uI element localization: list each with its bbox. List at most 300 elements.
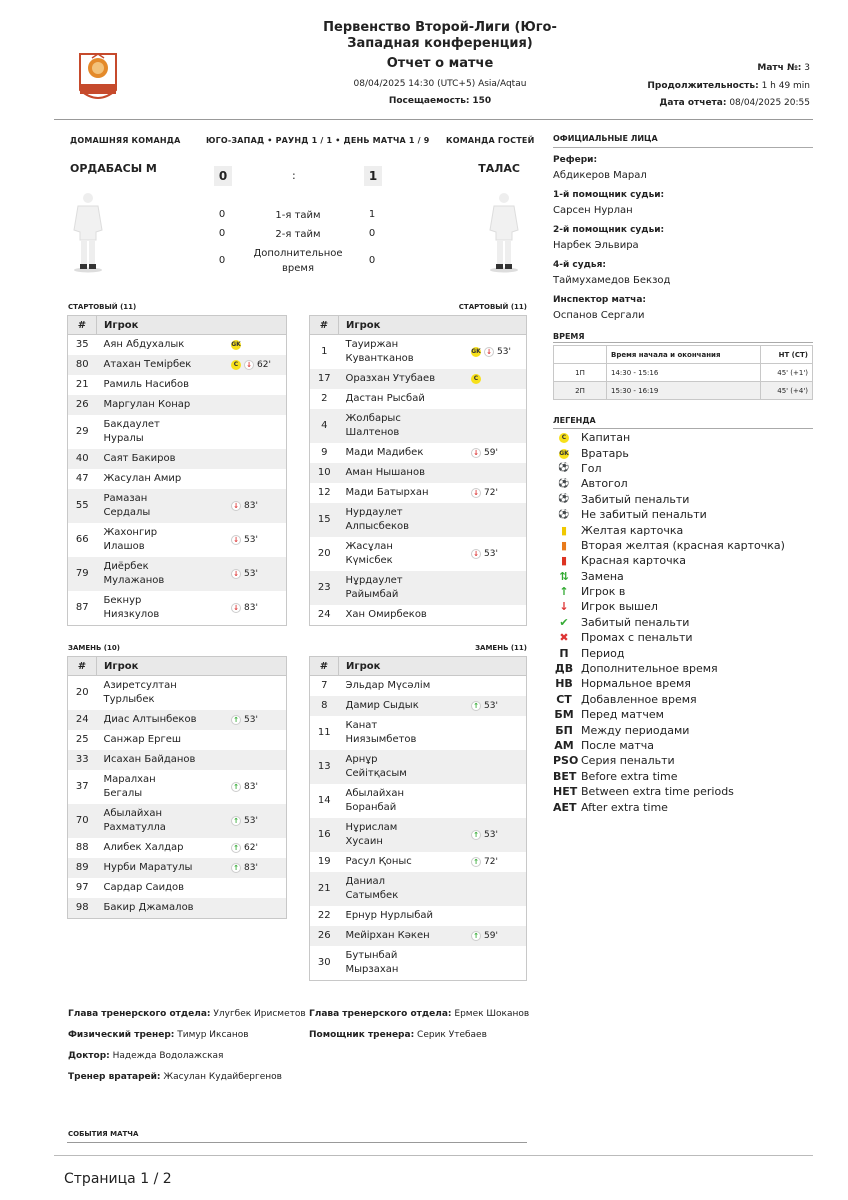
legend-symbol: ✖	[559, 631, 569, 645]
player-events	[228, 676, 287, 711]
legend-item	[553, 722, 813, 737]
player-events	[228, 355, 287, 375]
player-number: 9	[321, 447, 328, 458]
player-name: Дастан Рысбай	[345, 393, 425, 404]
legend-text: Замена	[581, 569, 624, 583]
player-out-icon: ↓	[471, 549, 481, 559]
staff-name: Надежда Водолажская	[109, 1051, 224, 1061]
event-minute: 53'	[244, 815, 258, 826]
legend-item	[553, 584, 813, 599]
event-minute: 53'	[244, 714, 258, 725]
table-row	[68, 415, 287, 449]
table-row	[68, 395, 287, 415]
league-logo	[76, 50, 120, 106]
time-col-ht: HT (СТ)	[761, 346, 813, 364]
legend-text: Забитый пенальти	[581, 615, 690, 629]
table-row	[68, 858, 287, 878]
legend-text: Before extra time	[581, 769, 678, 783]
player-number: 15	[310, 503, 339, 537]
player-in-icon: ↑	[231, 715, 241, 725]
player-name: Хан Омирбеков	[345, 609, 427, 620]
legend-text: Капитан	[581, 431, 631, 445]
player-name: Санжар Ергеш	[103, 734, 182, 745]
player-in-icon: ↑	[471, 830, 481, 840]
player-name: Нурби Маратулы	[97, 858, 229, 878]
home-subs-table	[67, 656, 287, 919]
player-number: 47	[75, 473, 89, 484]
match-duration: Продолжительность: 1 h 49 min	[647, 81, 810, 91]
staff-entry	[309, 1030, 529, 1051]
player-events	[228, 750, 287, 770]
table-header-row	[68, 316, 287, 335]
event-minute: 83'	[244, 602, 258, 613]
table-row	[310, 872, 527, 906]
home-start-label: СТАРТОВЫЙ (11)	[68, 303, 137, 311]
away-subs-table	[309, 656, 527, 981]
player-number: 26	[68, 395, 97, 415]
legend-item	[553, 430, 813, 445]
staff-role: Тренер вратарей:	[68, 1072, 161, 1082]
away-kit-icon	[486, 190, 522, 278]
officials-divider	[553, 147, 813, 148]
player-name: Саят Бакиров	[97, 449, 229, 469]
time-range: 15:30 - 16:19	[607, 382, 761, 400]
staff-entry	[68, 1051, 306, 1072]
player-number: 26	[310, 926, 339, 946]
player-number: 21	[75, 379, 89, 390]
footer-divider	[54, 1155, 813, 1156]
staff-name: Тимур Иксанов	[174, 1030, 249, 1040]
table-row	[68, 898, 287, 919]
player-name: Жахонгир Илашов	[103, 527, 158, 552]
official-name: Таймухамедов Бекзод	[553, 275, 671, 286]
player-number: 40	[68, 449, 97, 469]
player-number: 16	[310, 818, 339, 852]
player-number: 20	[317, 548, 331, 559]
player-name: Маргулан Конар	[97, 395, 229, 415]
player-name: Мади Мадибек	[345, 447, 424, 458]
away-staff	[309, 1009, 529, 1051]
table-row	[68, 355, 287, 375]
legend-item	[553, 769, 813, 784]
player-events	[468, 503, 527, 537]
table-row	[310, 389, 527, 409]
legend-item	[553, 676, 813, 691]
player-name: Жасулан Амир	[103, 473, 182, 484]
player-in-icon: ↑	[471, 931, 481, 941]
staff-name: Серик Утебаев	[414, 1030, 487, 1040]
legend-text: Забитый пенальти	[581, 492, 690, 506]
player-name: Нұрислам Хусаин	[339, 818, 469, 852]
player-name: Бекнур Ниязкулов	[103, 595, 160, 620]
player-in-icon: ↑	[231, 843, 241, 853]
player-name: Жасұлан Күмісбек	[345, 541, 393, 566]
captain-icon: C	[559, 433, 569, 443]
legend-divider	[553, 428, 813, 429]
legend-item	[553, 692, 813, 707]
table-row	[310, 716, 527, 750]
player-events	[468, 605, 527, 626]
player-name: Мади Батырхан	[345, 487, 429, 498]
events-label: СОБЫТИЯ МАТЧА	[68, 1130, 139, 1138]
table-row	[310, 443, 527, 463]
player-number: 66	[75, 534, 89, 545]
staff-entry	[68, 1009, 306, 1030]
home-kit-icon	[70, 190, 106, 278]
legend-text: После матча	[581, 739, 655, 752]
table-row	[310, 409, 527, 443]
player-out-icon: ↓	[471, 488, 481, 498]
goalkeeper-icon: GK	[231, 340, 241, 348]
report-title: Первенство Второй-Лиги (Юго-Западная конференция)	[323, 20, 557, 51]
legend-item	[553, 738, 813, 753]
legend-item	[553, 461, 813, 476]
table-row	[68, 449, 287, 469]
time-ht: 45' (+1')	[761, 364, 813, 382]
table-row	[310, 750, 527, 784]
legend-text: Дополнительное время	[581, 662, 718, 676]
time-table	[553, 345, 813, 400]
time-period: 2П	[554, 382, 607, 400]
table-row	[310, 696, 527, 716]
legend-symbol: П	[559, 646, 569, 660]
legend-item	[553, 569, 813, 584]
player-out-icon: ↓	[231, 535, 241, 545]
player-events	[468, 926, 527, 946]
legend-symbol: PSO	[553, 754, 579, 768]
table-row	[310, 463, 527, 483]
player-events	[468, 852, 527, 872]
legend-item	[553, 553, 813, 568]
player-name: Канат Ниязымбетов	[345, 720, 417, 745]
col-number: #	[68, 657, 97, 676]
event-minute: 53'	[244, 534, 258, 545]
table-row	[68, 710, 287, 730]
legend-symbol: ↓	[559, 600, 569, 614]
staff-name: Улугбек Ирисметов	[210, 1009, 306, 1019]
time-ht: 45' (+4')	[761, 382, 813, 400]
legend-symbol: BET	[553, 769, 577, 783]
legend-text: Вторая желтая (красная карточка)	[581, 538, 785, 552]
time-period: 1П	[554, 364, 607, 382]
report-date: Дата отчета: 08/04/2025 20:55	[659, 98, 810, 108]
staff-entry	[68, 1072, 306, 1093]
player-events	[468, 409, 527, 443]
extra-label: Дополнительное время	[253, 248, 343, 274]
player-events	[228, 489, 287, 523]
player-events	[228, 415, 287, 449]
legend-text: Желтая карточка	[581, 523, 684, 537]
table-row	[310, 503, 527, 537]
legend-symbol: БП	[555, 723, 573, 737]
staff-name: Ермек Шоканов	[451, 1009, 530, 1019]
player-events	[468, 872, 527, 906]
player-name: Алибек Халдар	[103, 842, 184, 853]
captain-icon: C	[231, 360, 241, 370]
player-events	[468, 369, 527, 389]
official-name: Оспанов Сергали	[553, 310, 645, 321]
player-number: 7	[321, 680, 328, 691]
player-in-icon: ↑	[231, 863, 241, 873]
legend-symbol: НВ	[555, 677, 573, 691]
home-half1: 0	[218, 209, 226, 220]
events-divider	[67, 1142, 527, 1143]
table-row	[68, 804, 287, 838]
player-number: 89	[68, 858, 97, 878]
col-player: Игрок	[339, 316, 527, 335]
player-events	[228, 838, 287, 858]
table-row	[68, 523, 287, 557]
home-extra: 0	[218, 255, 226, 266]
away-extra: 0	[368, 255, 376, 266]
player-out-icon: ↓	[231, 569, 241, 579]
legend-text: Красная карточка	[581, 554, 687, 568]
captain-icon: C	[471, 374, 481, 384]
player-number: 19	[317, 856, 331, 867]
score-separator: :	[292, 169, 296, 182]
col-number: #	[310, 657, 339, 676]
legend-label: ЛЕГЕНДА	[553, 416, 596, 425]
player-number: 70	[68, 804, 97, 838]
away-score: 1	[364, 166, 382, 186]
legend-symbol: ⚽	[558, 509, 570, 520]
official-role: Инспектор матча:	[553, 295, 646, 305]
player-name: Арнұр Сейітқасым	[339, 750, 469, 784]
legend-symbol: ⚽	[558, 463, 570, 474]
player-name: Даниал Сатымбек	[339, 872, 469, 906]
legend-symbol: ▮	[560, 554, 568, 568]
player-events	[228, 557, 287, 591]
player-number: 23	[310, 571, 339, 605]
official-role: 4-й судья:	[553, 260, 606, 270]
staff-entry	[309, 1009, 529, 1030]
away-half1: 1	[368, 209, 376, 220]
event-minute: 62'	[257, 359, 271, 370]
player-events	[468, 335, 527, 370]
player-name: Рамиль Насибов	[103, 379, 189, 390]
legend-symbol: ДВ	[554, 662, 574, 676]
table-row	[68, 591, 287, 626]
player-name: Аман Нышанов	[339, 463, 469, 483]
player-events	[228, 710, 287, 730]
legend-symbol: АМ	[554, 739, 574, 752]
player-name: Дамир Сыдык	[339, 696, 469, 716]
player-events	[468, 389, 527, 409]
legend-text: Добавленное время	[581, 692, 697, 706]
player-events	[228, 858, 287, 878]
player-out-icon: ↓	[244, 360, 254, 370]
player-number: 24	[68, 710, 97, 730]
player-number: 1	[321, 346, 328, 357]
legend-symbol	[553, 447, 575, 460]
official-role: Рефери:	[553, 155, 598, 165]
away-team-label: КОМАНДА ГОСТЕЙ	[446, 136, 535, 145]
official-name: Нарбек Эльвира	[553, 240, 639, 251]
table-header-row	[68, 657, 287, 676]
player-events	[468, 818, 527, 852]
player-events	[228, 591, 287, 626]
table-row	[310, 571, 527, 605]
table-row	[68, 557, 287, 591]
player-name: Бутынбай Мырзахан	[345, 950, 399, 975]
round-info: ЮГО-ЗАПАД • РАУНД 1 / 1 • ДЕНЬ МАТЧА 1 / 9	[206, 136, 430, 145]
player-number: 29	[75, 426, 89, 437]
home-subs-label: ЗАМЕНЬ (10)	[68, 644, 120, 652]
player-events	[468, 750, 527, 784]
table-row	[68, 878, 287, 898]
player-name: Нұрдаулет Райымбай	[339, 571, 469, 605]
player-name: Эльдар Мүсәлім	[345, 680, 431, 691]
staff-role: Доктор:	[68, 1051, 110, 1061]
attendance: Посещаемость: 150	[388, 96, 492, 106]
player-name: Сардар Саидов	[103, 882, 185, 893]
player-out-icon: ↓	[231, 603, 241, 613]
player-events	[468, 483, 527, 503]
player-in-icon: ↑	[471, 701, 481, 711]
event-minute: 83'	[244, 500, 258, 511]
event-minute: 59'	[484, 447, 498, 458]
table-row	[68, 750, 287, 770]
table-row	[68, 770, 287, 804]
event-minute: 72'	[484, 487, 498, 498]
player-name: Диёрбек Мулажанов	[97, 557, 229, 591]
home-start-table	[67, 315, 287, 626]
player-number: 8	[310, 696, 339, 716]
player-number: 11	[317, 727, 331, 738]
legend-item	[553, 476, 813, 491]
player-in-icon: ↑	[231, 782, 241, 792]
player-number: 35	[75, 339, 89, 350]
page-number: Страница 1 / 2	[64, 1171, 172, 1187]
legend-symbol: ▮	[560, 538, 568, 552]
event-minute: 83'	[244, 781, 258, 792]
player-name: Аян Абдухалык	[103, 339, 185, 350]
legend-symbol: AET	[553, 800, 577, 814]
col-player: Игрок	[339, 657, 527, 676]
player-events	[468, 443, 527, 463]
table-row	[310, 926, 527, 946]
table-row	[310, 906, 527, 926]
half1-label: 1-я тайм	[275, 210, 321, 221]
player-number: 97	[75, 882, 89, 893]
player-events	[468, 537, 527, 571]
table-row	[68, 676, 287, 711]
legend-item	[553, 538, 813, 553]
table-row	[310, 784, 527, 818]
player-name: Оразхан Утубаев	[339, 369, 469, 389]
match-number: Матч №: 3	[757, 63, 810, 73]
legend-item	[553, 645, 813, 660]
player-number: 33	[68, 750, 97, 770]
table-row	[68, 489, 287, 523]
legend-text: Между периодами	[581, 723, 690, 737]
player-in-icon: ↑	[231, 816, 241, 826]
legend-text: Игрок в	[581, 585, 626, 599]
event-minute: 53'	[244, 568, 258, 579]
player-events	[228, 395, 287, 415]
table-row	[310, 676, 527, 697]
player-number: 79	[68, 557, 97, 591]
officials-label: ОФИЦИАЛЬНЫЕ ЛИЦА	[553, 134, 658, 143]
staff-role: Глава тренерского отдела:	[309, 1009, 452, 1019]
player-number: 10	[310, 463, 339, 483]
legend-text: Игрок вышел	[581, 600, 658, 614]
legend-symbol: СТ	[556, 692, 572, 706]
goalkeeper-icon: GK	[471, 347, 481, 355]
player-name: Нурдаулет Алпысбеков	[339, 503, 469, 537]
player-events	[228, 523, 287, 557]
player-events	[468, 946, 527, 981]
event-minute: 53'	[484, 700, 498, 711]
col-number: #	[310, 316, 339, 335]
player-name: Расул Қоныс	[345, 856, 412, 867]
table-row	[310, 818, 527, 852]
player-events	[228, 375, 287, 395]
away-start-table	[309, 315, 527, 626]
report-subtitle: Отчет о матче	[386, 56, 494, 71]
player-number: 55	[68, 489, 97, 523]
legend-item	[553, 799, 813, 814]
table-row	[310, 852, 527, 872]
legend-list	[553, 430, 813, 815]
away-subs-label: ЗАМЕНЬ (11)	[475, 644, 527, 652]
player-number: 20	[75, 687, 89, 698]
away-half2: 0	[368, 228, 376, 239]
officials-list	[553, 155, 813, 330]
legend-item	[553, 492, 813, 507]
player-number: 12	[317, 487, 331, 498]
legend-item	[553, 599, 813, 614]
table-row	[68, 375, 287, 395]
legend-text: Автогол	[581, 477, 628, 491]
player-events	[228, 804, 287, 838]
player-name: Азиретсултан Турлыбек	[103, 680, 177, 705]
official-role: 1-й помощник судьи:	[553, 190, 665, 200]
table-row	[310, 369, 527, 389]
time-divider	[553, 342, 813, 343]
table-header-row	[310, 316, 527, 335]
event-minute: 53'	[484, 548, 498, 559]
player-events	[228, 335, 287, 356]
away-team-name: ТАЛАС	[478, 162, 520, 175]
player-events	[468, 571, 527, 605]
player-number: 4	[310, 409, 339, 443]
official-name: Абдикеров Марал	[553, 170, 647, 181]
player-number: 22	[317, 910, 331, 921]
table-row	[68, 838, 287, 858]
event-minute: 53'	[497, 346, 511, 357]
player-name: Рамазан Сердалы	[97, 489, 229, 523]
legend-symbol: ✔	[559, 615, 569, 629]
legend-text: Промах с пенальти	[581, 631, 693, 645]
player-out-icon: ↓	[231, 501, 241, 511]
legend-symbol: ▮	[560, 523, 568, 537]
legend-item	[553, 445, 813, 460]
player-events	[468, 676, 527, 697]
home-team-name: ОРДАБАСЫ М	[70, 162, 157, 175]
player-number: 37	[75, 781, 89, 792]
player-name: Бакир Джамалов	[97, 898, 229, 919]
player-name: Абылайхан Боранбай	[345, 788, 405, 813]
home-half2: 0	[218, 228, 226, 239]
player-name: Маралхан Бегалы	[103, 774, 156, 799]
player-number: 21	[310, 872, 339, 906]
player-events	[468, 463, 527, 483]
staff-entry	[68, 1030, 306, 1051]
player-events	[228, 469, 287, 489]
player-number: 25	[75, 734, 89, 745]
player-name: Жолбарыс Шалтенов	[339, 409, 469, 443]
